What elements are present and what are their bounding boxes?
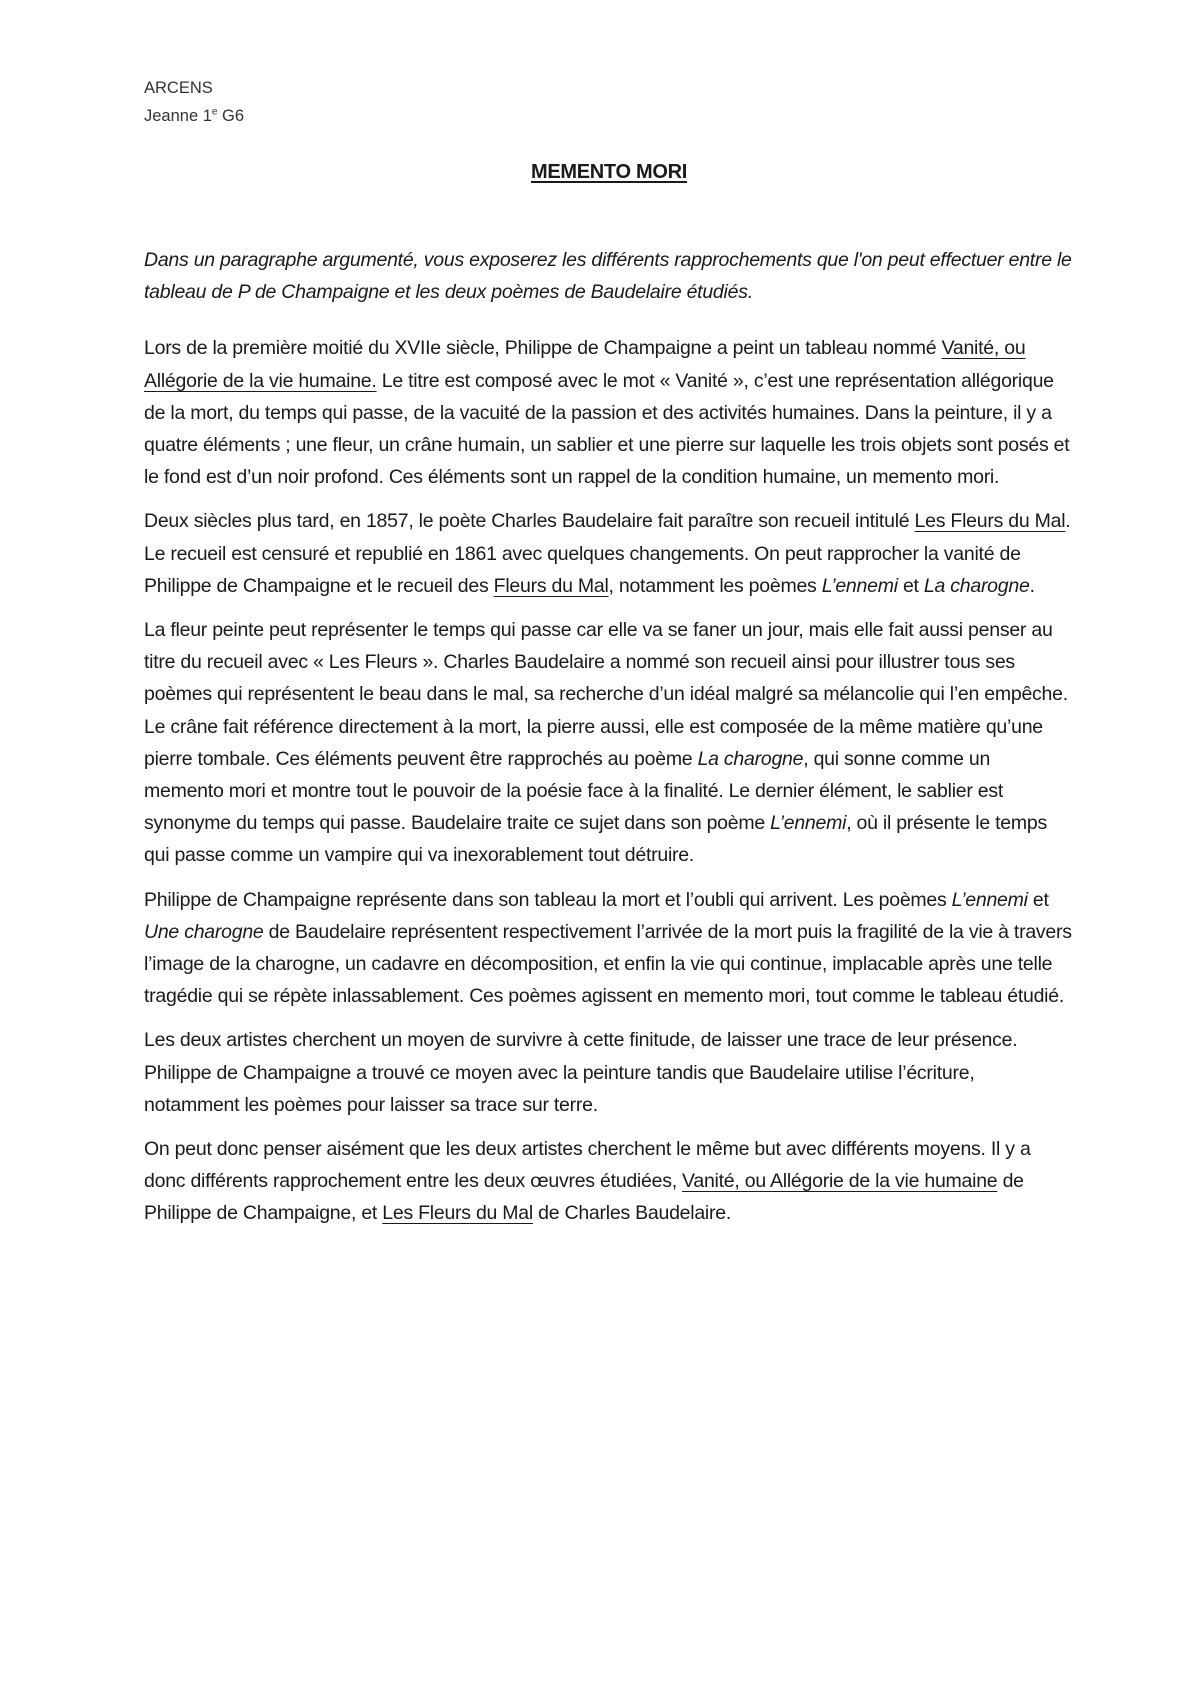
painting-title: Vanité, ou Allégorie de la vie humaine. — [144, 337, 1026, 392]
poem-lennemi: L’ennemi — [821, 574, 898, 597]
p2-text-c: , notamment les poèmes — [608, 574, 822, 597]
book-title: Les Fleurs du Mal — [382, 1202, 533, 1225]
p3-text-a: La fleur peinte peut représenter le temps qui passe car elle va se faner un jour, mais elle fait aussi penser au titre du recueil avec « Les Fleurs ». Charles Baudelaire a nommé son recueil ainsi pour illustrer tous ses poèmes qui représentent le beau dans le mal, sa recherche d’un idéal malgré sa mélancolie qui l’en empêche. Le crâne fait référence directement à la mort, la pierre aussi, elle est composée de la même matière qu’une pierre tombale. Ces éléments peuvent être rapprochés au poème — [144, 619, 1068, 770]
p6-text-c: de Charles Baudelaire. — [532, 1202, 732, 1225]
p2-text-b: . Le recueil est censuré et republié en 1861 avec quelques changements. On peut rapprocher la vanité de Philippe de Champaigne et le recueil des — [144, 510, 1071, 597]
p2-text-e: . — [1029, 574, 1035, 597]
poem-lennemi: L’ennemi — [951, 888, 1028, 911]
paragraph-6 — [144, 1133, 1074, 1230]
paragraph-3 — [144, 614, 1074, 872]
paragraph-2 — [144, 505, 1074, 602]
paragraph-4 — [144, 884, 1074, 1013]
class-superscript: e — [211, 106, 218, 118]
p1-text-a: Lors de la première moitié du XVIIe siècle, Philippe de Champaigne a peint un tableau nommé — [144, 337, 942, 360]
painting-title: Vanité, ou Allégorie de la vie humaine — [682, 1170, 998, 1193]
paragraph-5: Les deux artistes cherchent un moyen de survivre à cette finitude, de laisser une trace de leur présence. Philippe de Champaigne a trouvé ce moyen avec la peinture tandis que Baudelaire utilise l’écriture, notamment les poèmes pour laisser sa trace sur terre. — [144, 1029, 1018, 1116]
assignment-prompt: Dans un paragraphe argumenté, vous exposerez les différents rapprochements que l'on peut effectuer entre le tableau de P de Champaigne et les deux poèmes de Baudelaire étudiés. — [144, 249, 1072, 304]
poem-la-charogne: La charogne — [923, 574, 1030, 597]
p1-text-b: Le titre est composé avec le mot « Vanité », c’est une représentation allégorique de la mort, du temps qui passe, de la vacuité de la passion et des activités humaines. Dans la peinture, il y a quatre éléments ; une fleur, un crâne humain, un sablier et une pierre sur laquelle les trois objets sont posés et le fond est d’un noir profond. Ces éléments sont un rappel de la condition humaine, un memento mori. — [144, 369, 1070, 489]
document-page — [144, 74, 1074, 1242]
p4-text-c: de Baudelaire représentent respectivement l’arrivée de la mort puis la fragilité de la vie à travers l’image de la charogne, un cadavre en décomposition, et enfin la vie qui continue, implacable après une telle tragédie qui se répète inlassablement. Ces poèmes agissent en memento mori, tout comme le tableau étudié. — [144, 920, 1072, 1008]
p4-text-a: Philippe de Champaigne représente dans son tableau la mort et l’oubli qui arrivent. Les poèmes — [144, 888, 952, 911]
class-group: G6 — [217, 107, 245, 125]
book-title-short: Fleurs du Mal — [493, 574, 609, 597]
poem-une-charogne: Une charogne — [144, 920, 264, 943]
p6-text-b: de Philippe de Champaigne, et — [144, 1170, 1024, 1225]
author-name-class — [144, 102, 1074, 130]
book-title: Les Fleurs du Mal — [914, 510, 1066, 533]
p2-text-a: Deux siècles plus tard, en 1857, le poète Charles Baudelaire fait paraître son recueil intitulé — [144, 510, 915, 533]
author-surname: ARCENS — [144, 79, 213, 97]
poem-lennemi: L’ennemi — [770, 812, 847, 835]
p2-text-d: et — [897, 574, 924, 597]
p3-text-b: , qui sonne comme un memento mori et montre tout le pouvoir de la poésie face à la finalité. Le dernier élément, le sablier est synonyme du temps qui passe. Baudelaire traite ce sujet dans son poème — [144, 747, 1004, 835]
author-first-name: Jeanne 1 — [144, 107, 212, 125]
poem-la-charogne: La charogne — [697, 747, 804, 770]
p4-text-b: et — [1027, 888, 1049, 911]
document-title: MEMENTO MORI — [530, 161, 688, 183]
p3-text-c: , où il présente le temps qui passe comme un vampire qui va inexorablement tout détruire. — [144, 812, 1047, 867]
p6-text-a: On peut donc penser aisément que les deux artistes cherchent le même but avec différents moyens. Il y a donc différents rapprochement entre les deux œuvres étudiées, — [144, 1138, 1031, 1193]
paragraph-1 — [144, 332, 1074, 493]
